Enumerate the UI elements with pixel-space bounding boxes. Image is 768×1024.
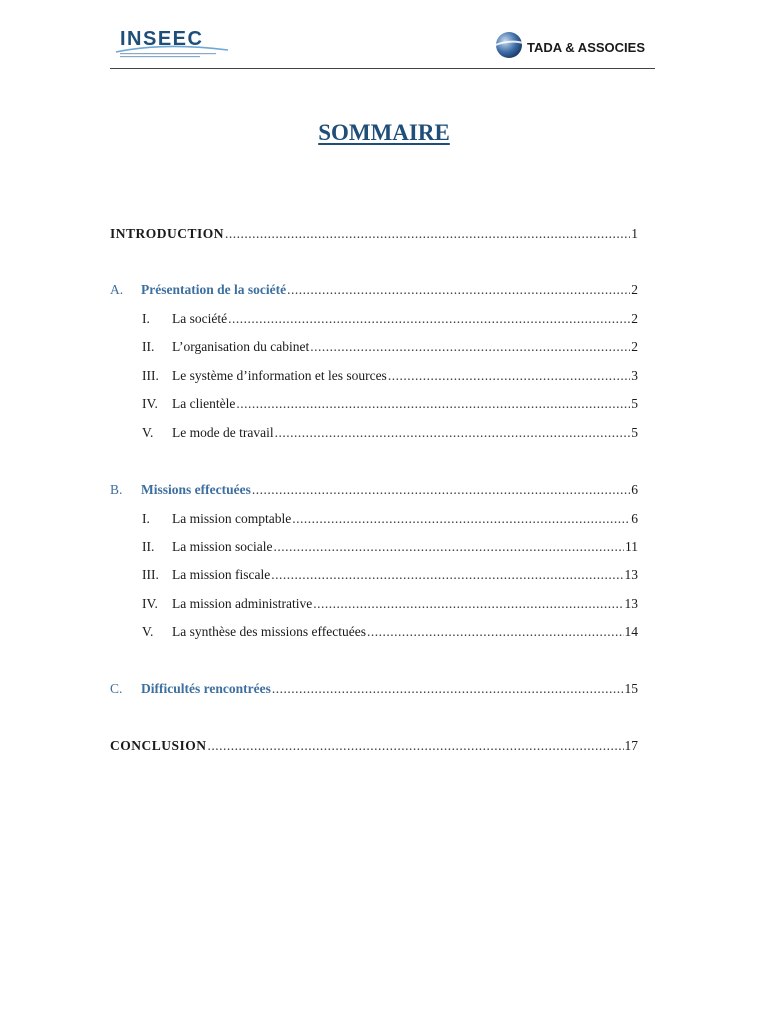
dot-leader: [388, 368, 630, 384]
toc-page-number: 13: [624, 567, 638, 582]
dot-leader: [225, 226, 630, 242]
toc-item[interactable]: [110, 339, 638, 359]
toc-item-number: I.: [142, 311, 150, 326]
toc-item-number: IV.: [142, 396, 158, 411]
dot-leader: [275, 425, 631, 441]
toc-item[interactable]: [110, 511, 638, 531]
toc-label: La clientèle: [172, 396, 236, 411]
toc-item-number: III.: [142, 368, 159, 383]
dot-leader: [273, 539, 624, 555]
toc-section-a[interactable]: [110, 282, 638, 302]
toc-page-number: 3: [631, 368, 638, 383]
toc-page-number: 2: [631, 282, 638, 297]
toc-label: Présentation de la société: [141, 282, 287, 297]
dot-leader: [208, 738, 624, 754]
toc-item[interactable]: [110, 425, 638, 445]
toc-label: La mission sociale: [172, 539, 273, 554]
toc-entry-introduction[interactable]: [110, 226, 638, 246]
toc-page-number: 11: [625, 539, 638, 554]
toc-page-number: 17: [624, 738, 638, 753]
toc-item[interactable]: [110, 596, 638, 616]
toc-label: CONCLUSION: [110, 738, 207, 753]
toc-label: Missions effectuées: [141, 482, 251, 497]
toc-label: La mission comptable: [172, 511, 292, 526]
toc-page-number: 14: [624, 624, 638, 639]
toc-label: L’organisation du cabinet: [172, 339, 310, 354]
toc-item-number: V.: [142, 624, 154, 639]
dot-leader: [310, 339, 630, 355]
toc-item[interactable]: [110, 396, 638, 416]
toc-label: La mission administrative: [172, 596, 313, 611]
toc-entry-conclusion[interactable]: [110, 738, 638, 758]
dot-leader: [236, 396, 630, 412]
toc-item-number: III.: [142, 567, 159, 582]
toc-page-number: 13: [624, 596, 638, 611]
toc-page-number: 6: [631, 511, 638, 526]
dot-leader: [252, 482, 630, 498]
dot-leader: [313, 596, 623, 612]
toc-section-b[interactable]: [110, 482, 638, 502]
toc-item-number: II.: [142, 339, 155, 354]
toc-item[interactable]: [110, 624, 638, 644]
dot-leader: [367, 624, 624, 640]
dot-leader: [228, 311, 630, 327]
page-title: SOMMAIRE: [318, 120, 450, 145]
toc-page-number: 5: [631, 425, 638, 440]
toc-section-number: B.: [110, 482, 123, 497]
toc-item[interactable]: [110, 567, 638, 587]
inseec-logo-text: INSEEC: [120, 28, 204, 50]
toc-page-number: 1: [631, 226, 638, 241]
toc-item[interactable]: [110, 539, 638, 559]
toc-label: La mission fiscale: [172, 567, 271, 582]
dot-leader: [271, 567, 623, 583]
table-of-contents: [110, 0, 638, 1024]
toc-label: La société: [172, 311, 228, 326]
toc-item[interactable]: [110, 368, 638, 388]
dot-leader: [292, 511, 630, 527]
toc-page-number: 2: [631, 339, 638, 354]
toc-section-number: C.: [110, 681, 123, 696]
toc-label: La synthèse des missions effectuées: [172, 624, 366, 639]
toc-page-number: 2: [631, 311, 638, 326]
dot-leader: [272, 681, 624, 697]
toc-label: Le mode de travail: [172, 425, 274, 440]
dot-leader: [287, 282, 630, 298]
toc-item-number: II.: [142, 539, 155, 554]
toc-label: INTRODUCTION: [110, 226, 225, 241]
toc-page-number: 6: [631, 482, 638, 497]
toc-page-number: 15: [624, 681, 638, 696]
tada-logo-text: TADA & ASSOCIES: [527, 40, 645, 55]
toc-label: Difficultés rencontrées: [141, 681, 271, 696]
toc-item-number: IV.: [142, 596, 158, 611]
toc-item-number: V.: [142, 425, 154, 440]
toc-item[interactable]: [110, 311, 638, 331]
toc-page-number: 5: [631, 396, 638, 411]
toc-section-number: A.: [110, 282, 124, 297]
toc-item-number: I.: [142, 511, 150, 526]
toc-label: Le système d’information et les sources: [172, 368, 387, 383]
toc-section-c[interactable]: [110, 681, 638, 701]
